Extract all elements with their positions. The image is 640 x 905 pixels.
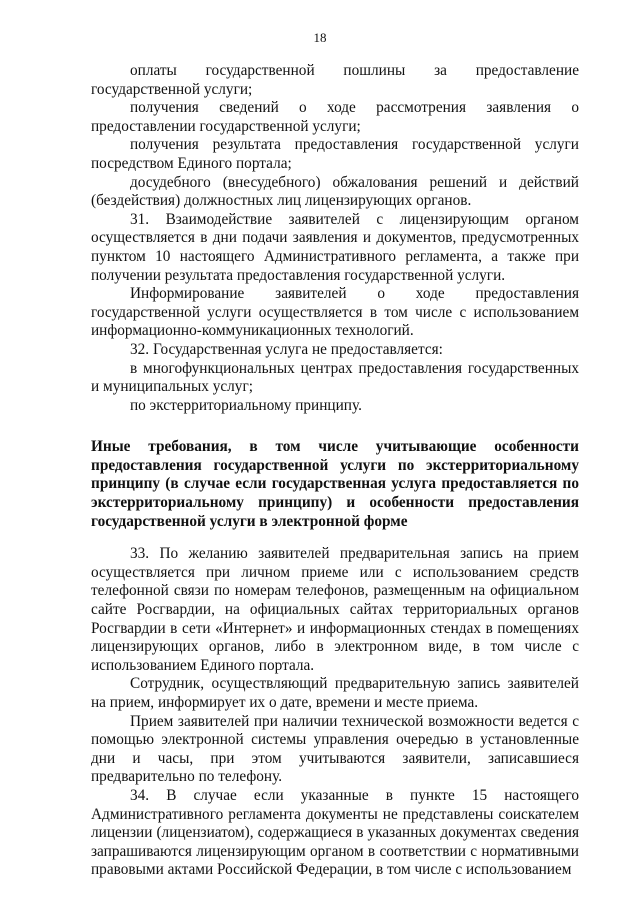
paragraph: Информирование заявителей о ходе предоставления государственной услуги осуществляется в том числе с использованием информационно-коммуникационных технологий. bbox=[91, 285, 579, 340]
paragraph: 32. Государственная услуга не предоставляется: bbox=[130, 340, 443, 358]
document-body bbox=[91, 62, 579, 880]
paragraph: Сотрудник, осуществляющий предварительную запись заявителей на прием, информирует их о дате, времени и месте приема. bbox=[91, 675, 579, 711]
paragraph: Прием заявителей при наличии технической возможности ведется с помощью электронной системы управления очередью в установленные дни и часы, при этом учитываются заявители, записавшиеся предварительно по телефону. bbox=[91, 712, 579, 786]
paragraph: 34. В случае если указанные в пункте 15 настоящего Административного регламента документы не представлены соискателем лицензии (лицензиатом), содержащиеся в указанных документах сведения запрашиваются лицензирующим органом в соответствии с нормативными правовыми актами Российской Федерации, в том числе с использованием bbox=[91, 786, 579, 879]
paragraph: по экстерриториальному принципу. bbox=[130, 396, 362, 414]
section-heading: Иные требования, в том числе учитывающие особенности предоставления государственной услуги по экстерриториальному принципу (в случае если государственная услуга предоставляется по экстерриториальному принципу) и особенности предоставления государственной услуги в электронной форме bbox=[91, 438, 579, 530]
paragraph: получения результата предоставления государственной услуги посредством Единого портала; bbox=[91, 136, 579, 172]
paragraph: 31. Взаимодействие заявителей с лицензирующим органом осуществляется в дни подачи заявления и документов, предусмотренных пунктом 10 настоящего Административного регламента, а также при получении результата предоставления государственной услуги. bbox=[91, 210, 579, 284]
paragraph: досудебного (внесудебного) обжалования решений и действий (бездействия) должностных лиц лицензирующих органов. bbox=[91, 173, 579, 210]
paragraph: оплаты государственной пошлины за предоставление государственной услуги; bbox=[91, 62, 579, 98]
paragraph: 33. По желанию заявителей предварительная запись на прием осуществляется при личном приеме или с использованием средств телефонной связи по номерам телефонов, размещенным на официальном сайте Росгвардии, на официальных сайтах территориальных органов Росгвардии в сети «Интернет» и информационных стендах в помещениях лицензирующих органов, либо в электронном виде, в том числе с использованием Единого портала. bbox=[91, 545, 579, 674]
paragraph: получения сведений о ходе рассмотрения заявления о предоставлении государственной услуги; bbox=[91, 99, 579, 135]
paragraph: в многофункциональных центрах предоставления государственных и муниципальных услуг; bbox=[91, 359, 579, 396]
page-number: 18 bbox=[313, 30, 327, 45]
